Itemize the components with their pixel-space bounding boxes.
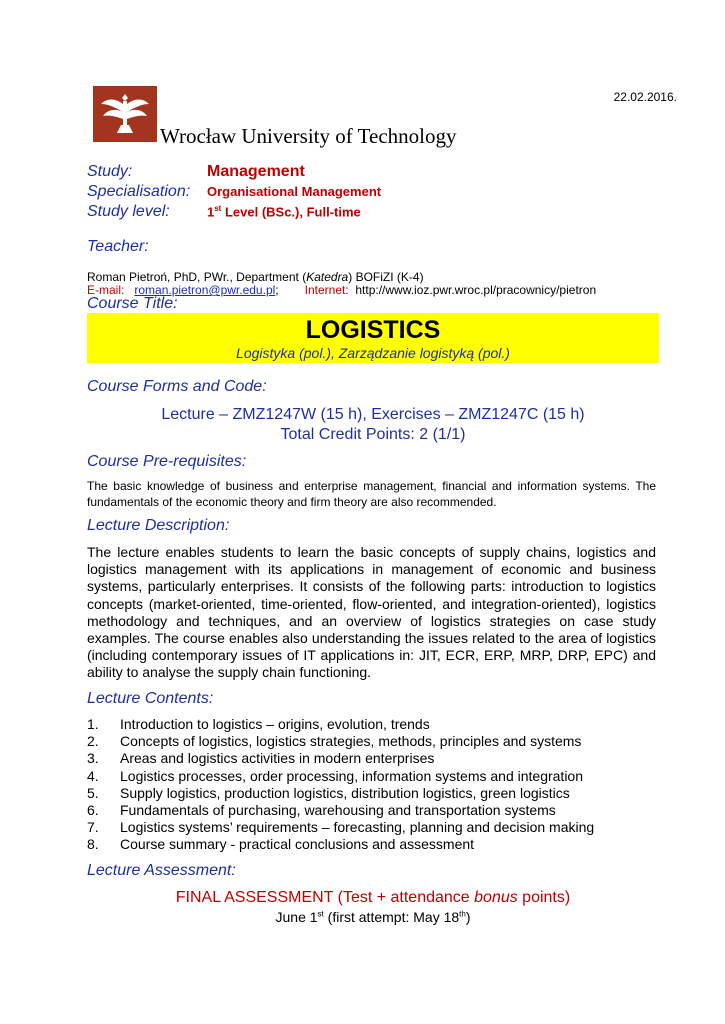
- assessment-label: Lecture Assessment:: [87, 862, 236, 879]
- study-level-value: 1st Level (BSc.), Full-time: [207, 203, 361, 219]
- email-key: E-mail: [87, 283, 122, 297]
- list-item: 1. Introduction to logistics – origins, evolution, trends: [87, 716, 430, 732]
- study-value: Management: [207, 163, 305, 180]
- study-level-row: [87, 203, 361, 221]
- contents-list: [87, 716, 594, 854]
- study-row: [87, 163, 305, 181]
- teacher-label: Teacher:: [87, 238, 149, 255]
- specialisation-value: Organisational Management: [207, 184, 382, 199]
- specialisation-row: [87, 183, 381, 201]
- university-logo: [93, 86, 157, 142]
- list-item: 8. Course summary - practical conclusions and assessment: [87, 836, 475, 853]
- internet-key: Internet: [304, 283, 346, 297]
- prerequisites-label: Course Pre-requisites:: [87, 453, 247, 470]
- list-item: 5. Supply logistics, production logistics, distribution logistics, green logistics: [87, 784, 570, 801]
- email-link[interactable]: roman.pietron@pwr.edu.pl: [134, 283, 276, 297]
- study-level-label: Study level:: [87, 203, 170, 220]
- course-forms-line2: Total Credit Points: 2 (1/1): [280, 426, 466, 443]
- document-date: 22.02.2016.: [613, 90, 677, 104]
- course-title-banner: [87, 313, 659, 363]
- specialisation-label: Specialisation:: [87, 183, 191, 200]
- course-forms-line1: Lecture – ZMZ1247W (15 h), Exercises – ZMZ1247C (15 h): [161, 406, 585, 423]
- description-text: The lecture enables students to learn the basic concepts of supply chains, logistics and logistics management with its applications in management of economic and business systems, particularly enterprises. It consists of the following parts: introduction to logistics concepts (market-oriented, time-oriented, flow-oriented, and integration-oriented), logistics methodology and techniques, and an overview of logistics strategies on case study examples. The course enables also understanding the issues related to the area of logistics (including contemporary issues of IT applications in: JIT, ECR, ERP, MRP, DRP, EPC) and ability to analyse the supply chain functioning.: [87, 544, 656, 681]
- assessment-date: June 1st (first attempt: May 18th): [275, 909, 471, 925]
- university-name: Wrocław University of Technology: [160, 124, 457, 148]
- list-item: 7. Logistics systems’ requirements – forecasting, planning and decision making: [87, 819, 595, 836]
- course-title-label: Course Title:: [87, 295, 178, 312]
- course-title: LOGISTICS: [305, 316, 441, 344]
- course-subtitle: Logistyka (pol.), Zarządzanie logistyką (pol.): [236, 345, 510, 361]
- course-forms-label: Course Forms and Code:: [87, 378, 267, 395]
- description-label: Lecture Description:: [87, 517, 230, 534]
- eagle-emblem-icon: [93, 86, 157, 142]
- list-item: 6. Fundamentals of purchasing, warehousing and transportation systems: [87, 802, 556, 819]
- list-item: 2. Concepts of logistics, logistics strategies, methods, principles and systems: [87, 733, 582, 750]
- list-item: 3. Areas and logistics activities in modern enterprises: [87, 750, 435, 767]
- internet-url[interactable]: http://www.ioz.pwr.wroc.pl/pracownicy/pietron: [355, 283, 597, 297]
- teacher-contact: E-mail: roman.pietron@pwr.edu.pl; Internet: http://www.ioz.pwr.wroc.pl/pracownicy/pietron: [87, 283, 597, 297]
- list-item: 4. Logistics processes, order processing, information systems and integration: [87, 767, 583, 784]
- study-label: Study:: [87, 163, 133, 180]
- prerequisites-text: The basic knowledge of business and enterprise management, financial and information systems. The fundamentals of the economic theory and firm theory are also recommended.: [87, 479, 656, 509]
- final-assessment: FINAL ASSESSMENT (Test + attendance bonus points): [175, 889, 571, 906]
- contents-label: Lecture Contents:: [87, 690, 214, 707]
- teacher-name: Roman Pietroń, PhD, PWr., Department (Katedra) BOFiZI (K-4): [87, 270, 424, 284]
